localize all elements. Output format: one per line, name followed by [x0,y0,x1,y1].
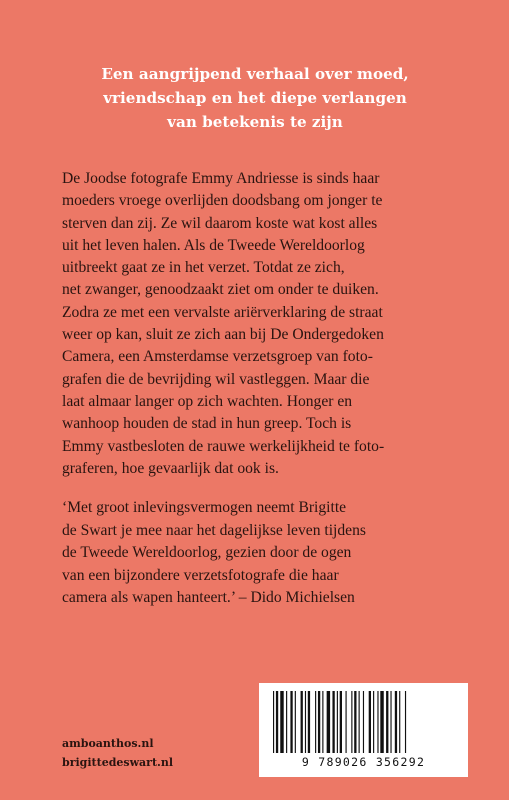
tagline-line: vriendschap en het diepe verlangen [103,89,407,107]
author-website: brigittedeswart.nl [62,756,174,769]
quote-line: de Tweede Wereldoorlog, gezien door de ogen [62,544,352,562]
synopsis-line: sterven dan zij. Ze wil daarom koste wat kost alles [62,214,378,232]
synopsis-line: laat almaar langer op zich wachten. Honger en [62,392,353,410]
quote-line: van een bijzondere verzetsfotografe die haar [62,566,339,584]
synopsis-line: De Joodse fotografe Emmy Andriesse is sinds haar [62,170,380,187]
barcode [259,683,468,777]
synopsis-line: graferen, hoe gevaarlijk dat ook is. [62,459,279,477]
barcode-bars [271,691,456,753]
quote-line: ‘Met groot inlevingsvermogen neemt Brigitte [62,499,347,516]
synopsis-line: grafen die de bevrijding wil vastleggen. Maar die [62,370,370,388]
tagline-line: Een aangrijpend verhaal over moed, [101,65,409,83]
synopsis-line: net zwanger, genoodzaakt ziet om onder te duiken. [62,281,379,299]
quote-line: camera als wapen hanteert.’ – Dido Michielsen [62,589,355,607]
synopsis [62,168,462,480]
isbn-number: 9 789026 356292 [301,755,426,769]
tagline [60,62,450,134]
synopsis-line: weer op kan, sluit ze zich aan bij De Ondergedoken [62,326,384,344]
synopsis-line: Emmy vastbesloten de rauwe werkelijkheid te foto- [62,437,385,455]
synopsis-line: Camera, een Amsterdamse verzetsgroep van foto- [62,348,373,366]
tagline-line: van betekenis te zijn [167,113,343,131]
websites [62,734,173,772]
publisher-website: amboanthos.nl [62,737,154,750]
synopsis-line: moeders vroege overlijden doodsbang om jonger te [62,192,383,210]
synopsis-line: wanhoop houden de stad in hun greep. Toch is [62,415,352,433]
synopsis-line: uitbreekt gaat ze in het verzet. Totdat ze zich, [62,259,345,277]
review-quote [62,497,462,610]
quote-line: de Swart je mee naar het dagelijkse leven tijdens [62,521,366,539]
synopsis-line: Zodra ze met een vervalste ariërverklaring de straat [62,303,383,321]
synopsis-line: uit het leven halen. Als de Tweede Wereldoorlog [62,236,365,254]
